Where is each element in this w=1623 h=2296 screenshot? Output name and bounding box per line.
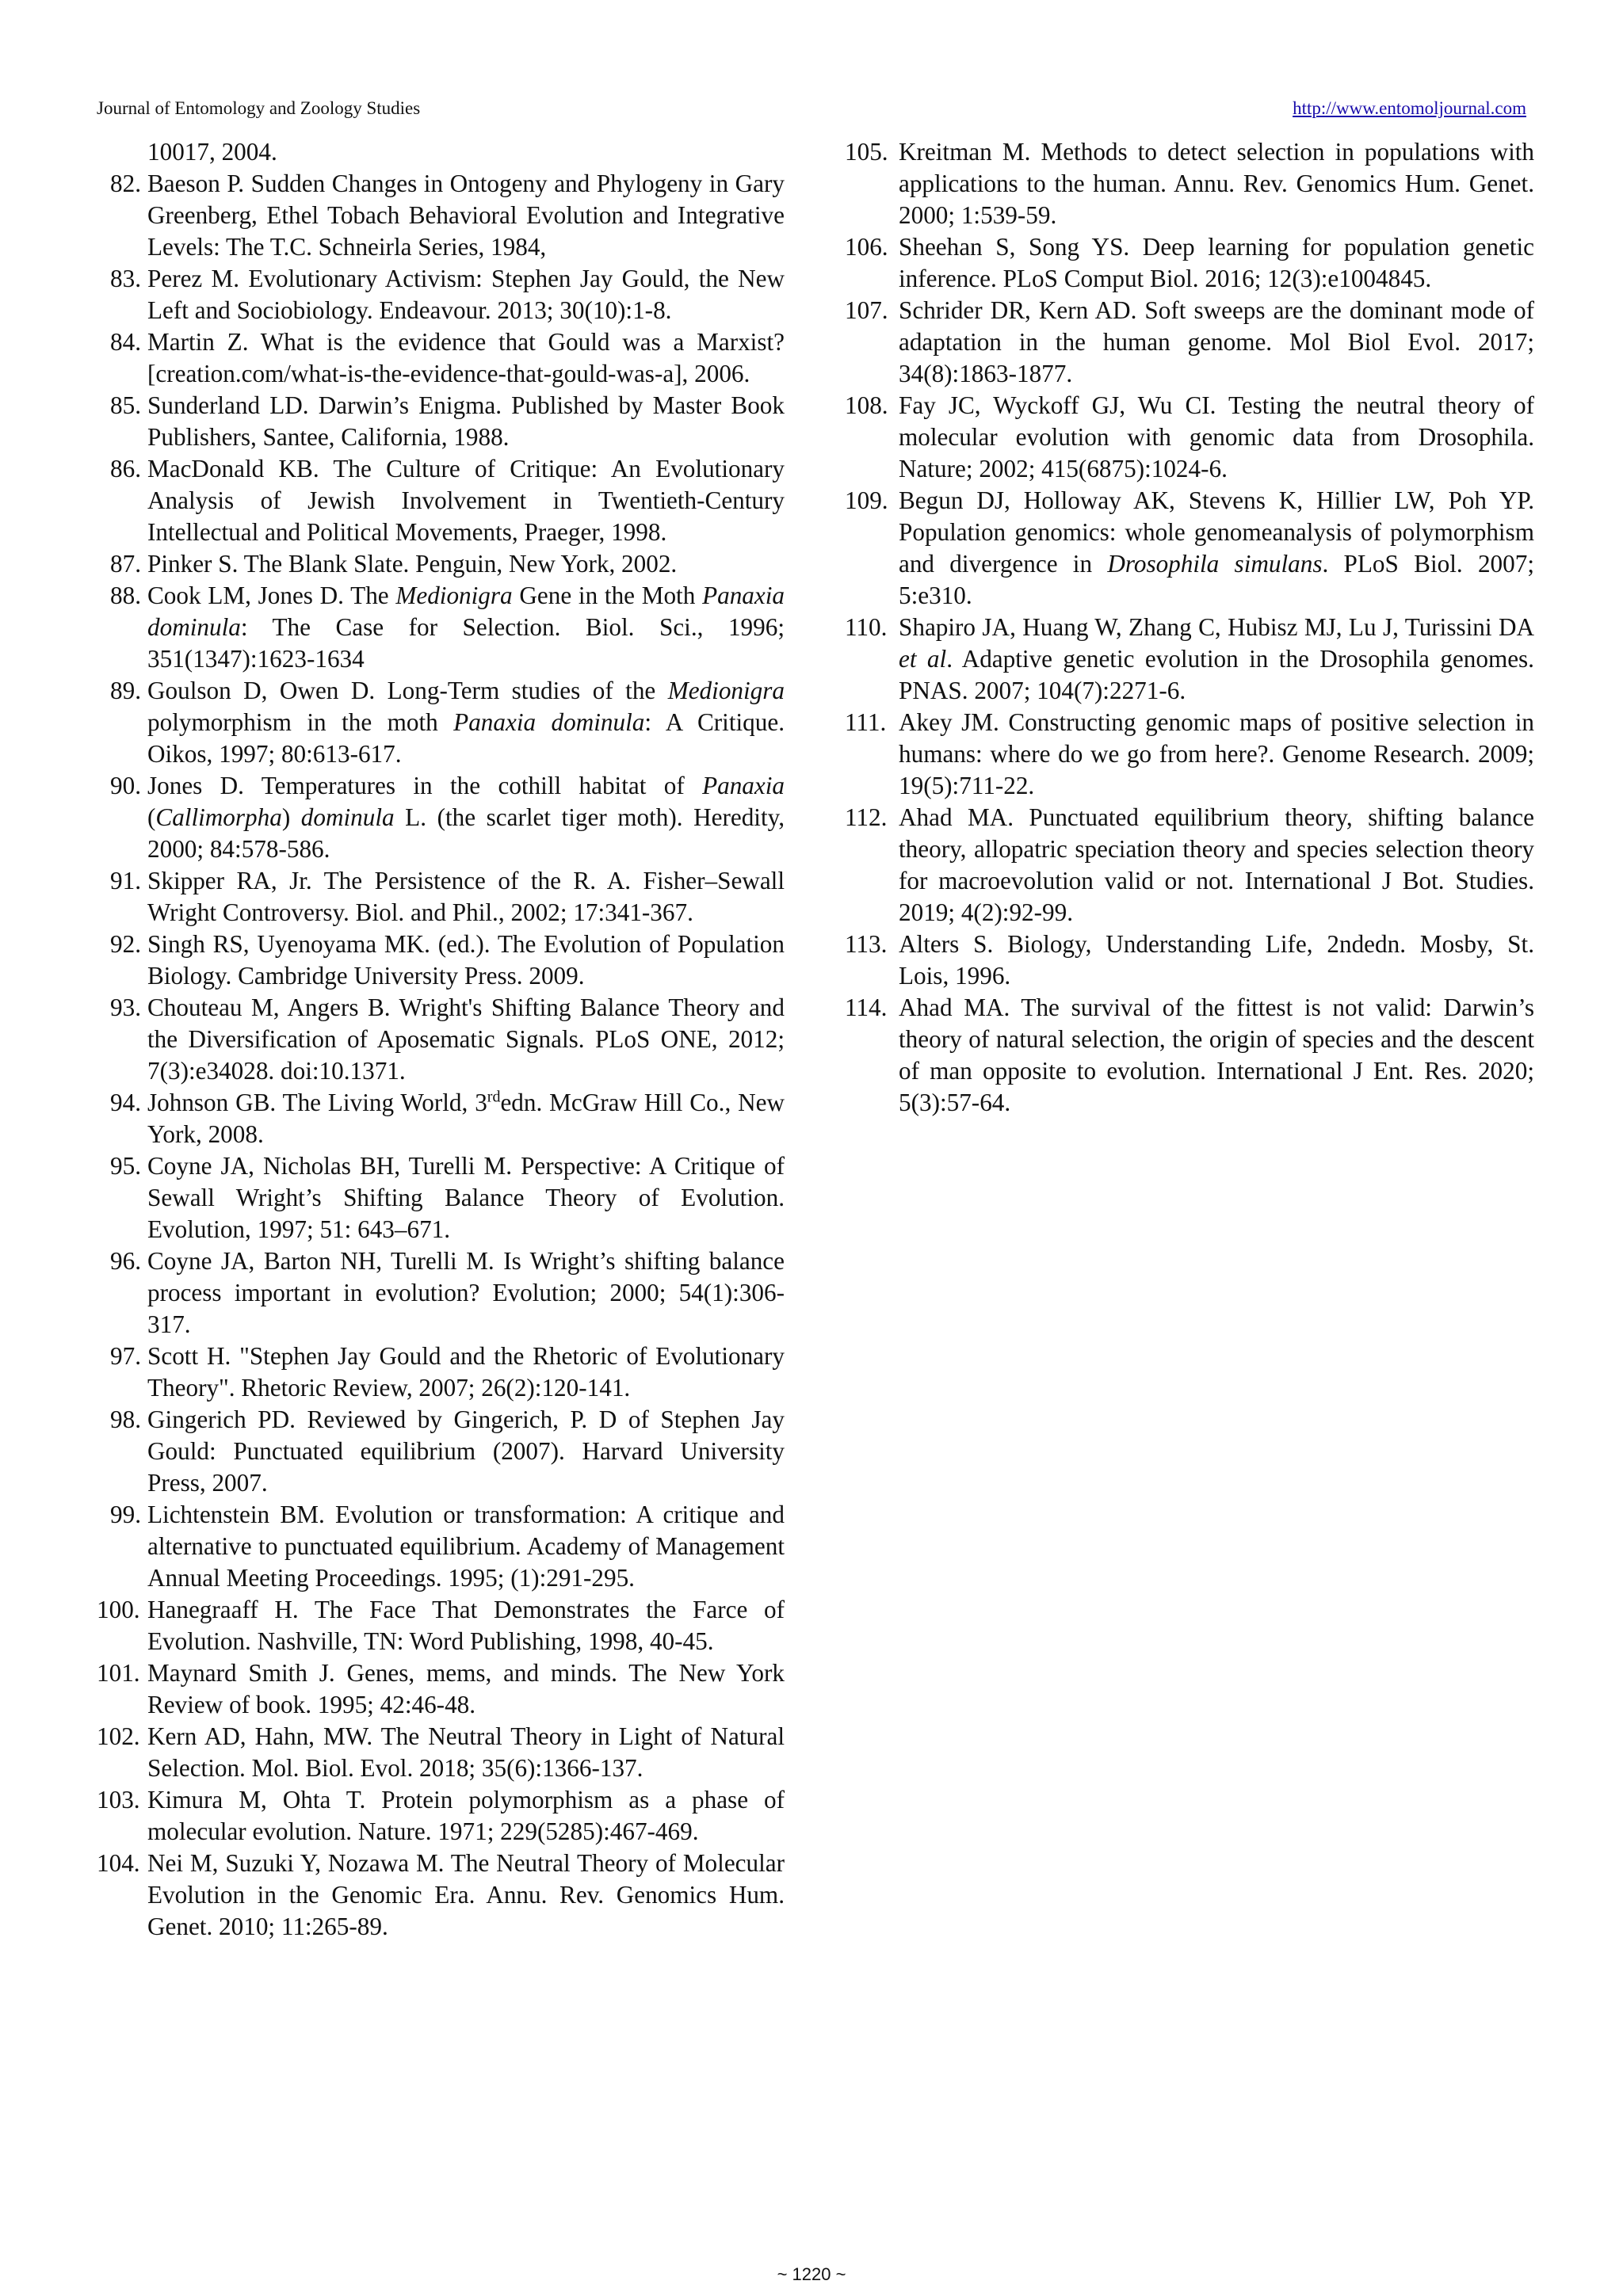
reference-text: Chouteau M, Angers B. Wright's Shifting Balance Theory and the Diversification of Aposematic Signals. PLoS ONE, 2012; 7(3):e34028. doi:10.1371. [147, 994, 785, 1085]
italic-term: Panaxia dominula [453, 708, 645, 736]
text-fragment: ) [281, 803, 301, 831]
reference-number: 114. [845, 994, 888, 1021]
reference-item [97, 675, 785, 770]
text-fragment: Goulson D, Owen D. Long-Term studies of the [147, 677, 668, 704]
reference-number: 113. [845, 930, 888, 958]
reference-number: 87. [110, 550, 141, 578]
reference-text: Singh RS, Uyenoyama MK. (ed.). The Evolution of Population Biology. Cambridge University Press. 2009. [147, 930, 785, 990]
reference-text: Pinker S. The Blank Slate. Penguin, New York, 2002. [147, 550, 678, 578]
italic-term: Panaxia [702, 772, 785, 799]
reference-text: Sunderland LD. Darwin’s Enigma. Published by Master Book Publishers, Santee, California, 1988. [147, 391, 785, 451]
reference-item [845, 231, 1534, 295]
reference-number: 107. [845, 296, 888, 324]
reference-number: 102. [97, 1722, 140, 1750]
reference-text: Martin Z. What is the evidence that Gould was a Marxist? [creation.com/what-is-the-evidence-that-gould-was-a], 2006. [147, 328, 785, 387]
text-fragment: edn. McGraw Hill Co., New York, 2008. [147, 1089, 785, 1148]
reference-item [97, 1150, 785, 1245]
reference-item [97, 453, 785, 548]
text-fragment: . Adaptive genetic evolution in the Drosophila genomes. PNAS. 2007; 104(7):2271-6. [899, 645, 1534, 704]
text-fragment: Begun DJ, Holloway AK, Stevens K, Hillier LW, Poh YP. Population genomics: whole genomeanalysis of polymorphism and divergence in [899, 486, 1534, 578]
text-fragment: Johnson GB. The Living World, 3 [147, 1089, 487, 1116]
reference-number: 94. [110, 1089, 141, 1116]
reference-number: 90. [110, 772, 141, 799]
reference-text: Lichtenstein BM. Evolution or transformation: A critique and alternative to punctuated equilibrium. Academy of Management Annual Meeting Proceedings. 1995; (1):291-295. [147, 1501, 785, 1592]
text-fragment: Jones D. Temperatures in the cothill habitat of [147, 772, 703, 799]
reference-text: Gingerich PD. Reviewed by Gingerich, P. D of Stephen Jay Gould: Punctuated equilibrium (2007). Harvard University Press, 2007. [147, 1405, 785, 1497]
superscript: rd [487, 1088, 501, 1106]
reference-item [845, 136, 1534, 231]
reference-text: Sheehan S, Song YS. Deep learning for population genetic inference. PLoS Comput Biol. 2016; 12(3):e1004845. [899, 233, 1534, 292]
text-fragment: polymorphism in the moth [147, 708, 454, 736]
reference-number: 98. [110, 1405, 141, 1433]
reference-number: 111. [845, 708, 887, 736]
reference-text: Hanegraaff H. The Face That Demonstrates the Farce of Evolution. Nashville, TN: Word Publishing, 1998, 40-45. [147, 1596, 785, 1655]
italic-term: Callimorpha [155, 803, 282, 831]
page-header [97, 98, 1526, 125]
reference-text: Skipper RA, Jr. The Persistence of the R. A. Fisher–Sewall Wright Controversy. Biol. and Phil., 2002; 17:341-367. [147, 867, 785, 926]
reference-item [97, 326, 785, 390]
reference-number: 103. [97, 1786, 140, 1814]
reference-text: Maynard Smith J. Genes, mems, and minds. The New York Review of book. 1995; 42:46-48. [147, 1659, 785, 1718]
reference-text: Coyne JA, Nicholas BH, Turelli M. Perspective: A Critique of Sewall Wright’s Shifting Balance Theory of Evolution. Evolution, 1997; 51: 643–671. [147, 1152, 785, 1243]
reference-text [147, 1089, 785, 1148]
reference-text: Kern AD, Hahn, MW. The Neutral Theory in Light of Natural Selection. Mol. Biol. Evol. 2018; 35(6):1366-137. [147, 1722, 785, 1782]
reference-text: Ahad MA. The survival of the fittest is not valid: Darwin’s theory of natural selection, the origin of species and the descent of man opposite to evolution. International J Ent. Res. 2020; 5(3):57-64. [899, 994, 1534, 1116]
reference-number: 93. [110, 994, 141, 1021]
reference-number: 95. [110, 1152, 141, 1180]
reference-item [97, 1245, 785, 1341]
reference-text [899, 613, 1534, 704]
reference-number: 89. [110, 677, 141, 704]
text-fragment: Cook LM, Jones D. The [147, 582, 396, 609]
reference-item [97, 1341, 785, 1404]
reference-number: 108. [845, 391, 888, 419]
reference-text: Kimura M, Ohta T. Protein polymorphism as a phase of molecular evolution. Nature. 1971; 229(5285):467-469. [147, 1786, 785, 1845]
reference-item [845, 707, 1534, 802]
reference-list-right [845, 136, 1534, 1119]
reference-number: 101. [97, 1659, 140, 1687]
reference-item [845, 390, 1534, 485]
reference-item [97, 1087, 785, 1150]
reference-item [97, 263, 785, 326]
text-fragment: : The Case for Selection. Biol. Sci., 1996; 351(1347):1623-1634 [147, 613, 785, 673]
reference-item [845, 295, 1534, 390]
journal-url-link[interactable]: http://www.entomoljournal.com [1293, 98, 1526, 118]
reference-number: 99. [110, 1501, 141, 1528]
reference-continuation: 10017, 2004. [147, 138, 277, 166]
reference-number: 84. [110, 328, 141, 356]
reference-item [97, 548, 785, 580]
text-fragment: . PLoS Biol. 2007; 5:e310. [899, 550, 1534, 609]
reference-number: 86. [110, 455, 141, 482]
italic-term: Panaxia dominula [147, 582, 785, 641]
reference-item [97, 390, 785, 453]
reference-text: Alters S. Biology, Understanding Life, 2ndedn. Mosby, St. Lois, 1996. [899, 930, 1534, 990]
reference-item [97, 865, 785, 929]
reference-item [97, 929, 785, 992]
text-fragment: : A Critique. Oikos, 1997; 80:613-617. [147, 708, 785, 768]
reference-number: 112. [845, 803, 888, 831]
reference-text: Scott H. "Stephen Jay Gould and the Rhetoric of Evolutionary Theory". Rhetoric Review, 2007; 26(2):120-141. [147, 1342, 785, 1402]
reference-item [97, 1657, 785, 1721]
italic-term: dominula [300, 803, 395, 831]
reference-item [97, 1784, 785, 1848]
reference-number: 110. [845, 613, 888, 641]
reference-item [97, 580, 785, 675]
reference-text: Nei M, Suzuki Y, Nozawa M. The Neutral Theory of Molecular Evolution in the Genomic Era. Annu. Rev. Genomics Hum. Genet. 2010; 11:265-89. [147, 1849, 785, 1940]
left-column [97, 136, 785, 1943]
reference-text: MacDonald KB. The Culture of Critique: An Evolutionary Analysis of Jewish Involvement in Twentieth-Century Intellectual and Political Movements, Praeger, 1998. [147, 455, 785, 546]
reference-number: 100. [97, 1596, 140, 1623]
reference-text: Akey JM. Constructing genomic maps of positive selection in humans: where do we go from here?. Genome Research. 2009; 19(5):711-22. [899, 708, 1534, 799]
reference-item [97, 770, 785, 865]
text-fragment: Gene in the Moth [512, 582, 703, 609]
italic-term: Drosophila simulans [1107, 550, 1323, 578]
reference-item [845, 485, 1534, 612]
reference-number: 105. [845, 138, 888, 166]
italic-term: et al [899, 645, 947, 673]
text-fragment: Shapiro JA, Huang W, Zhang C, Hubisz MJ, Lu J, Turissini DA [899, 613, 1534, 641]
reference-text: Schrider DR, Kern AD. Soft sweeps are the dominant mode of adaptation in the human genome. Mol Biol Evol. 2017; 34(8):1863-1877. [899, 296, 1534, 387]
reference-number: 104. [97, 1849, 140, 1877]
reference-number: 88. [110, 582, 141, 609]
right-column [845, 136, 1534, 1119]
reference-number: 91. [110, 867, 141, 894]
reference-item [97, 1721, 785, 1784]
text-fragment: ( [147, 803, 156, 831]
reference-number: 85. [110, 391, 141, 419]
reference-text: Baeson P. Sudden Changes in Ontogeny and Phylogeny in Gary Greenberg, Ethel Tobach Behavioral Evolution and Integrative Levels: The T.C. Schneirla Series, 1984, [147, 170, 785, 261]
reference-item [845, 929, 1534, 992]
reference-list-left [97, 168, 785, 1943]
reference-number: 92. [110, 930, 141, 958]
reference-text: Coyne JA, Barton NH, Turelli M. Is Wright’s shifting balance process important in evolution? Evolution; 2000; 54(1):306-317. [147, 1247, 785, 1338]
italic-term: Medionigra [667, 677, 785, 704]
reference-number: 96. [110, 1247, 141, 1275]
reference-item [845, 802, 1534, 929]
page-number: ~ 1220 ~ [777, 2264, 846, 2284]
reference-item [97, 1499, 785, 1594]
journal-name: Journal of Entomology and Zoology Studies [97, 98, 421, 118]
reference-item [845, 612, 1534, 707]
reference-text [899, 486, 1534, 609]
reference-item [97, 1594, 785, 1657]
reference-text: Fay JC, Wyckoff GJ, Wu CI. Testing the neutral theory of molecular evolution with genomic data from Drosophila. Nature; 2002; 415(6875):1024-6. [899, 391, 1534, 482]
italic-term: Medionigra [395, 582, 513, 609]
text-fragment: L. (the scarlet tiger moth). Heredity, 2000; 84:578-586. [147, 803, 785, 863]
reference-text [147, 582, 785, 673]
reference-item [845, 992, 1534, 1119]
reference-text [147, 772, 785, 863]
reference-item [97, 1404, 785, 1499]
reference-number: 109. [845, 486, 888, 514]
reference-item [97, 1848, 785, 1943]
reference-text [147, 677, 785, 768]
reference-number: 83. [110, 265, 141, 292]
reference-number: 97. [110, 1342, 141, 1370]
reference-item [97, 168, 785, 263]
reference-number: 106. [845, 233, 888, 261]
reference-item [97, 992, 785, 1087]
reference-text: Perez M. Evolutionary Activism: Stephen Jay Gould, the New Left and Sociobiology. Endeavour. 2013; 30(10):1-8. [147, 265, 785, 324]
reference-number: 82. [110, 170, 141, 197]
reference-text: Kreitman M. Methods to detect selection in populations with applications to the human. Annu. Rev. Genomics Hum. Genet. 2000; 1:539-59. [899, 138, 1534, 229]
reference-text: Ahad MA. Punctuated equilibrium theory, shifting balance theory, allopatric speciation theory and species selection theory for macroevolution valid or not. International J Bot. Studies. 2019; 4(2):92-99. [899, 803, 1534, 926]
